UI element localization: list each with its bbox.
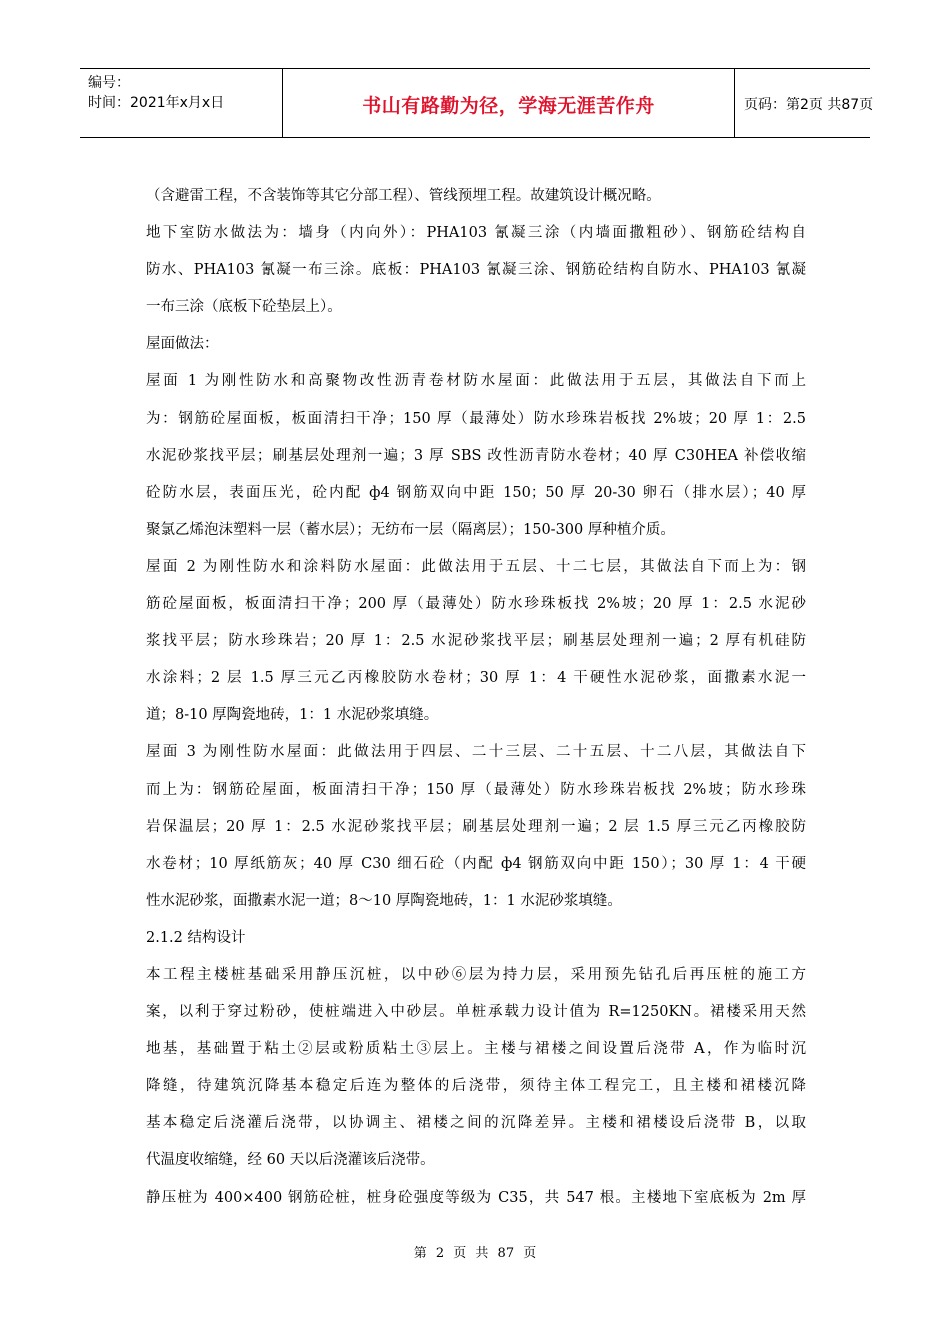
text-line: 浆找平层；防水珍珠岩；20 厚 1：2.5 水泥砂浆找平层；刷基层处理剂一遍；2 厚有机硅防	[146, 633, 806, 650]
section-heading: 2.1.2 结构设计	[146, 929, 246, 946]
text-line: 性水泥砂浆，面撒素水泥一道；8～10 厚陶瓷地砖，1：1 水泥砂浆填缝。	[146, 892, 622, 909]
date-label: 时间：2021年x月x日	[88, 95, 225, 111]
text-line: 筋砼屋面板，板面清扫干净；200 厚（最薄处）防水珍珠板找 2%坡；20 厚 1：2.5 水泥砂	[146, 596, 806, 613]
text-line: 聚氯乙烯泡沫塑料一层（蓄水层）；无纺布一层（隔离层）；150-300 厚种植介质。	[146, 521, 675, 538]
text-line: 防水、PHA103 氰凝一布三涂。底板：PHA103 氰凝三涂、钢筋砼结构自防水、PHA103 氰凝	[146, 262, 806, 279]
text-line: 案，以利于穿过粉砂，使桩端进入中砂层。单桩承载力设计值为 R=1250KN。裙楼采用天然	[146, 1004, 806, 1021]
text-line: 地下室防水做法为：墙身（内向外）：PHA103 氰凝三涂（内墙面撒粗砂）、钢筋砼结构自	[146, 225, 806, 242]
text-line: 地基，基础置于粘土②层或粉质粘土③层上。主楼与裙楼之间设置后浇带 A，作为临时沉	[146, 1041, 806, 1058]
header-page-cell	[735, 69, 874, 137]
text-line: 砼防水层，表面压光，砼内配 ф4 钢筋双向中距 150；50 厚 20-30 卵石（排水层）；40 厚	[146, 484, 806, 501]
text-line: 水涂料；2 层 1.5 厚三元乙丙橡胶防水卷材；30 厚 1：4 干硬性水泥砂浆，面撒素水泥一	[146, 670, 806, 687]
text-line: 岩保温层；20 厚 1：2.5 水泥砂浆找平层；刷基层处理剂一遍；2 层 1.5 厚三元乙丙橡胶防	[146, 818, 806, 835]
motto: 书山有路勤为径，学海无涯苦作舟	[362, 95, 655, 117]
text-line: 降缝，待建筑沉降基本稳定后连为整体的后浇带，须待主体工程完工，且主楼和裙楼沉降	[146, 1078, 806, 1095]
text-line: 道；8-10 厚陶瓷地砖，1：1 水泥砂浆填缝。	[146, 707, 439, 724]
header-meta	[80, 69, 283, 137]
text-line: 一布三涂（底板下砼垫层上）。	[146, 299, 342, 316]
serial-number-label: 编号：	[88, 75, 130, 91]
header-motto-cell	[283, 69, 735, 137]
text-line: 屋面 3 为刚性防水屋面：此做法用于四层、二十三层、二十五层、十二八层，其做法自下	[146, 744, 806, 761]
text-line: 水泥砂浆找平层；刷基层处理剂一遍；3 厚 SBS 改性沥青防水卷材；40 厚 C30HEA 补偿收缩	[146, 447, 806, 464]
text-line: 本工程主楼桩基础采用静压沉桩，以中砂⑥层为持力层，采用预先钻孔后再压桩的施工方	[146, 966, 806, 983]
text-line: 屋面 1 为刚性防水和高聚物改性沥青卷材防水屋面：此做法用于五层，其做法自下而上	[146, 373, 806, 390]
text-line: 水卷材；10 厚纸筋灰；40 厚 C30 细石砼（内配 ф4 钢筋双向中距 150）；30 厚 1：4 干硬	[146, 855, 806, 872]
text-line: 代温度收缩缝，经 60 天以后浇灌该后浇带。	[146, 1152, 435, 1169]
text-line: 为：钢筋砼屋面板，板面清扫干净；150 厚（最薄处）防水珍珠岩板找 2%坡；20 厚 1：2.5	[146, 410, 806, 427]
document-body	[146, 178, 806, 1217]
text-line: 静压桩为 400×400 钢筋砼桩，桩身砼强度等级为 C35，共 547 根。主楼地下室底板为 2m 厚	[146, 1189, 806, 1206]
section-heading: 屋面做法：	[146, 336, 219, 353]
page-footer: 第 2 页 共 87 页	[413, 1246, 537, 1261]
text-line: （含避雷工程，不含装饰等其它分部工程）、管线预埋工程。故建筑设计概况略。	[146, 188, 661, 204]
text-line: 屋面 2 为刚性防水和涂料防水屋面：此做法用于五层、十二七层，其做法自下而上为：钢	[146, 558, 806, 575]
text-line: 基本稳定后浇灌后浇带，以协调主、裙楼之间的沉降差异。主楼和裙楼设后浇带 B，以取	[146, 1115, 806, 1132]
page-code: 页码：第2页 共87页	[744, 97, 874, 113]
text-line: 而上为：钢筋砼屋面，板面清扫干净；150 厚（最薄处）防水珍珠岩板找 2%坡；防水珍珠	[146, 781, 806, 798]
page-header	[80, 68, 874, 138]
